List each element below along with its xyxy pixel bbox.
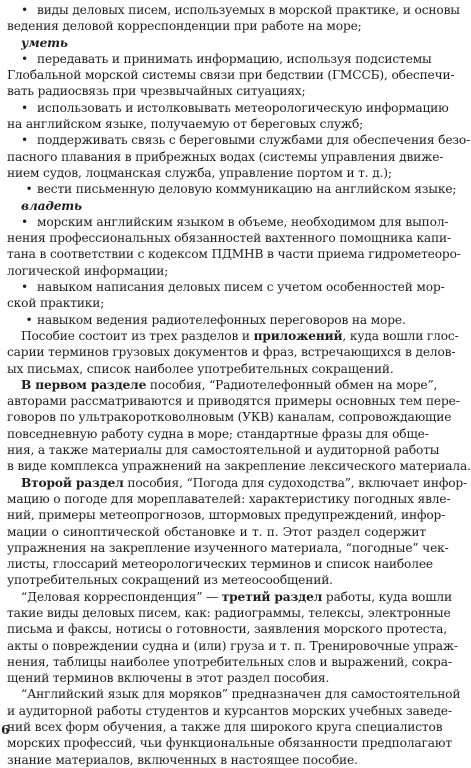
bullet-item: •передавать и принимать информацию, используя подсистемы xyxy=(21,51,432,66)
text-line: Глобальной морской системы связи при бедствии (ГМССБ), обеспечи- xyxy=(7,68,455,83)
text-line: нения, таблицы наиболее употребительных слов и выражений, сокра- xyxy=(7,654,452,669)
text-line: упражнения на закрепление изученного материала, “погодные” чек- xyxy=(7,540,449,555)
section-label-umet: уметь xyxy=(21,35,68,50)
page-number: 6 xyxy=(1,722,10,737)
text-line: письма и факсы, нотисы о готовности, заявления морского протеста, xyxy=(7,622,447,637)
text-line: акты о повреждении судна и (или) груза и т. п. Тренировочные упраж- xyxy=(7,638,458,653)
text-line: говоров по ультракоротковолновым (УКВ) каналам, сопровождающие xyxy=(7,410,452,425)
text-line: авторами рассматриваются и приводятся примеры основных тем пере- xyxy=(7,394,460,409)
text-line: повседневную работу судна в море; стандартные фразы для обще- xyxy=(7,426,429,441)
text-line: пасного плавания в прибрежных водах (системы управления движе- xyxy=(7,149,444,164)
bullet-item: •вести письменную деловую коммуникацию на английском языке; xyxy=(25,182,457,197)
text-line: на английском языке, получаемую от береговых служб; xyxy=(7,117,364,132)
text-line: мации о синоптической обстановке и т. п. Этот раздел содержит xyxy=(7,524,426,539)
text-line: ний, примеры метеопрогнозов, штормовых предупреждений, инфор- xyxy=(7,508,446,523)
text-line: сарии терминов грузовых документов и фраз, встречающихся в делов- xyxy=(7,345,456,360)
text-line: ний всех форм обучения, а также для широкого круга специалистов xyxy=(7,720,443,735)
text-line: листы, глоссарий метеорологических терминов и список наиболее xyxy=(7,557,433,572)
paragraph-start: Пособие состоит из трех разделов и приложений, куда вошли глос- xyxy=(21,328,459,343)
text-line: в виде комплекса упражнений на закрепление лексического материала. xyxy=(7,459,471,474)
text-line: такие виды деловых писем, как: радиограммы, телексы, электронные xyxy=(7,605,451,620)
text-line: нием судов, лоцманская служба, управление портом и т. д.); xyxy=(7,165,392,180)
text-line: ведения деловой корреспонденции при работе на море; xyxy=(7,19,362,34)
paragraph-start: “Деловая корреспонденция” — третий раздел работы, куда вошли xyxy=(21,589,452,604)
paragraph-start: В первом разделе пособия, “Радиотелефонный обмен на море”, xyxy=(21,377,438,392)
bullet-item: •навыком ведения радиотелефонных переговоров на море. xyxy=(25,312,406,327)
text-line: мацию о погоде для мореплавателей: характеристику погодных явле- xyxy=(7,491,451,506)
text-line: тана в соответствии с кодексом ПДМНВ в части приема гидрометеоро- xyxy=(7,247,461,262)
paragraph-start: Второй раздел пособия, “Погода для судоходства”, включает инфор- xyxy=(21,475,468,490)
text-line: нения профессиональных обязанностей вахтенного помощника капи- xyxy=(7,231,451,246)
text-line: знание материалов, включенных в настоящее пособие. xyxy=(7,752,358,767)
bullet-item: •навыком написания деловых писем с учетом особенностей мор- xyxy=(21,280,445,295)
text-line: морских профессий, чьи функциональные обязанности предполагают xyxy=(7,736,452,751)
text-line: и аудиторной работы студентов и курсантов морских учебных заведе- xyxy=(7,703,452,718)
paragraph-start: “Английский язык для моряков” предназначен для самостоятельной xyxy=(21,687,461,702)
text-line: логической информации; xyxy=(7,263,169,278)
bullet-item: •морским английским языком в объеме, необходимом для выпол- xyxy=(21,214,449,229)
section-label-vladet: владеть xyxy=(21,198,82,213)
body-text xyxy=(7,2,471,768)
bullet-item: •поддерживать связь с береговыми службами для обеспечения безо- xyxy=(21,133,471,148)
text-line: щений терминов включены в этот раздел пособия. xyxy=(7,671,330,686)
text-line: ния, а также материалы для самостоятельной и аудиторной работы xyxy=(7,443,440,458)
text-line: ской практики; xyxy=(7,296,105,311)
bullet-item: •виды деловых писем, используемых в морской практике, и основы xyxy=(21,3,460,17)
bullet-item: •использовать и истолковывать метеорологическую информацию xyxy=(21,100,449,115)
text-line: ых письмах, список наиболее употребительных сокращений. xyxy=(7,361,394,376)
text-line: вать радиосвязь при чрезвычайных ситуациях; xyxy=(7,84,306,99)
text-line: употребительных сокращений из метеосообщений. xyxy=(7,573,333,588)
